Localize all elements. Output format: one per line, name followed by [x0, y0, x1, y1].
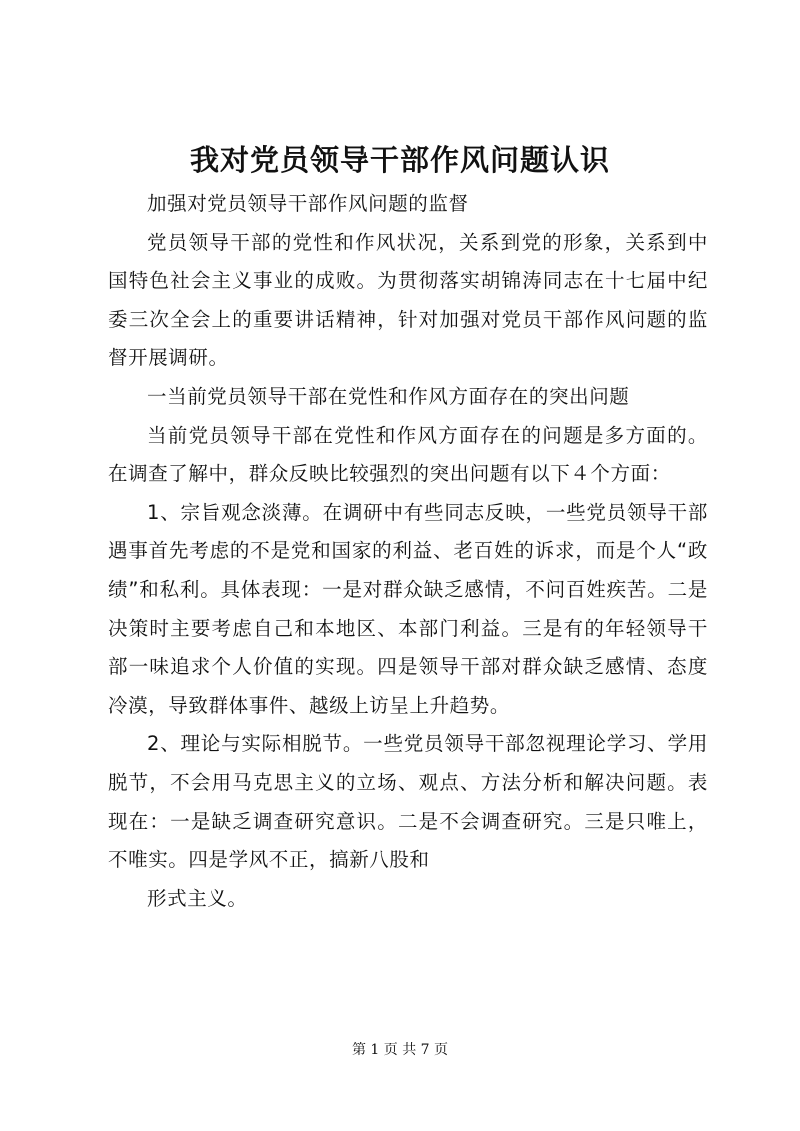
paragraph-section-heading: 一当前党员领导干部在党性和作风方面存在的突出问题 — [147, 384, 630, 408]
paragraph-subtitle: 加强对党员领导干部作风问题的监督 — [147, 192, 469, 215]
paragraph-point-1: 1、宗旨观念淡薄。在调研中有些同志反映，一些党员领导干部遇事首先考虑的不是党和国家的利益、老百姓的诉求，而是个人“政绩”和私利。具体表现：一是对群众缺乏感情，不问百姓疾苦。二是决策时主要考虑自己和本地区、本部门利益。三是有的年轻领导干部一味追求个人价值的实现。四是领导干部对群众缺乏感情、态度冷漠，导致群体事件、越级上访呈上升趋势。 — [108, 500, 708, 717]
paragraph-continuation: 形式主义。 — [147, 886, 248, 910]
document-body — [108, 185, 708, 918]
page-footer: 第 1 页 共 7 页 — [351, 1042, 449, 1058]
document-title: 我对党员领导干部作风问题认识 — [189, 143, 610, 177]
paragraph-point-2: 2、理论与实际相脱节。一些党员领导干部忽视理论学习、学用脱节，不会用马克思主义的立场、观点、方法分析和解决问题。表现在：一是缺乏调查研究意识。二是不会调查研究。三是只唯上，不唯实。四是学风不正，搞新八股和 — [108, 732, 708, 872]
paragraph-section-intro: 当前党员领导干部在党性和作风方面存在的问题是多方面的。在调查了解中，群众反映比较强烈的突出问题有以下４个方面： — [108, 423, 708, 486]
paragraph-intro: 党员领导干部的党性和作风状况，关系到党的形象，关系到中国特色社会主义事业的成败。为贯彻落实胡锦涛同志在十七届中纪委三次全会上的重要讲话精神，针对加强对党员干部作风问题的监督开展调研。 — [108, 230, 708, 370]
